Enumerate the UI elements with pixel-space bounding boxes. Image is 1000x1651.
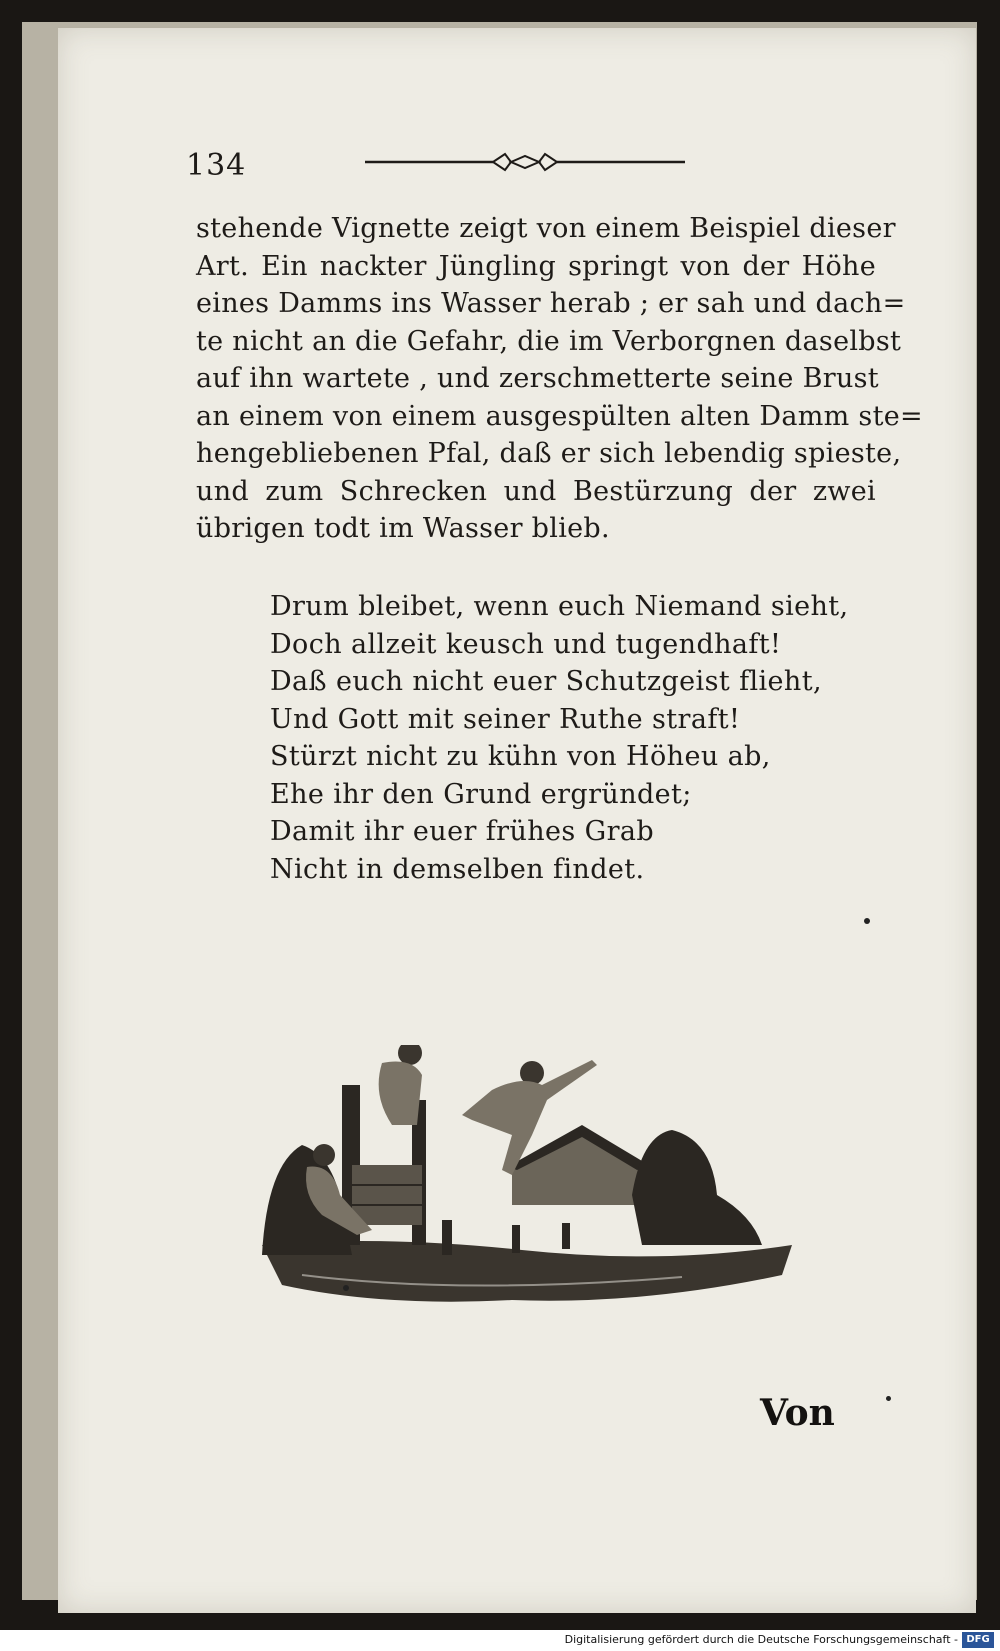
verse-line: Drum bleibet, wenn euch Niemand sieht, <box>270 591 849 622</box>
ink-spot <box>864 918 870 924</box>
verse-line: Stürzt nicht zu kühn von Höheu ab, <box>270 741 771 772</box>
verse-line: Und Gott mit seiner Ruthe straft! <box>270 703 741 735</box>
body-paragraph <box>196 210 923 548</box>
page-number: 134 <box>186 148 247 183</box>
body-line: te nicht an die Gefahr, die im Verborgnen daselbst <box>196 325 902 357</box>
body-line: an einem von einem ausgespülten alten Damm ste= <box>196 400 923 432</box>
verse-line: Nicht in demselben findet. <box>270 853 645 885</box>
body-line: auf ihn wartete , und zerschmetterte seine Brust <box>196 363 879 394</box>
header-ornament-rule <box>365 150 685 174</box>
verse-line: Daß euch nicht euer Schutzgeist flieht, <box>270 666 822 697</box>
verse-line: Damit ihr euer frühes Grab <box>270 816 655 847</box>
body-line: hengebliebenen Pfal, daß er sich lebendig spieste, <box>196 438 902 469</box>
verse-stanza <box>270 588 849 888</box>
verse-line: Ehe ihr den Grund ergründet; <box>270 778 692 810</box>
body-line: Art. Ein nackter Jüngling springt von der Höhe <box>196 250 876 282</box>
ink-spot <box>886 1396 891 1401</box>
body-line: übrigen todt im Wasser blieb. <box>196 513 610 544</box>
body-line: und zum Schrecken und Bestürzung der zwei <box>196 475 876 507</box>
catchword: Von <box>760 1392 835 1434</box>
body-line: stehende Vignette zeigt von einem Beispiel dieser <box>196 213 896 244</box>
body-line: eines Damms ins Wasser herab ; er sah und dach= <box>196 288 906 319</box>
ink-spot <box>343 1285 349 1291</box>
verse-line: Doch allzeit keusch und tugendhaft! <box>270 628 782 660</box>
dfg-logo: DFG <box>962 1632 994 1648</box>
funding-notice: Digitalisierung gefördert durch die Deutsche Forschungsgemeinschaft - <box>564 1633 958 1646</box>
vignette-engraving <box>262 1045 792 1325</box>
